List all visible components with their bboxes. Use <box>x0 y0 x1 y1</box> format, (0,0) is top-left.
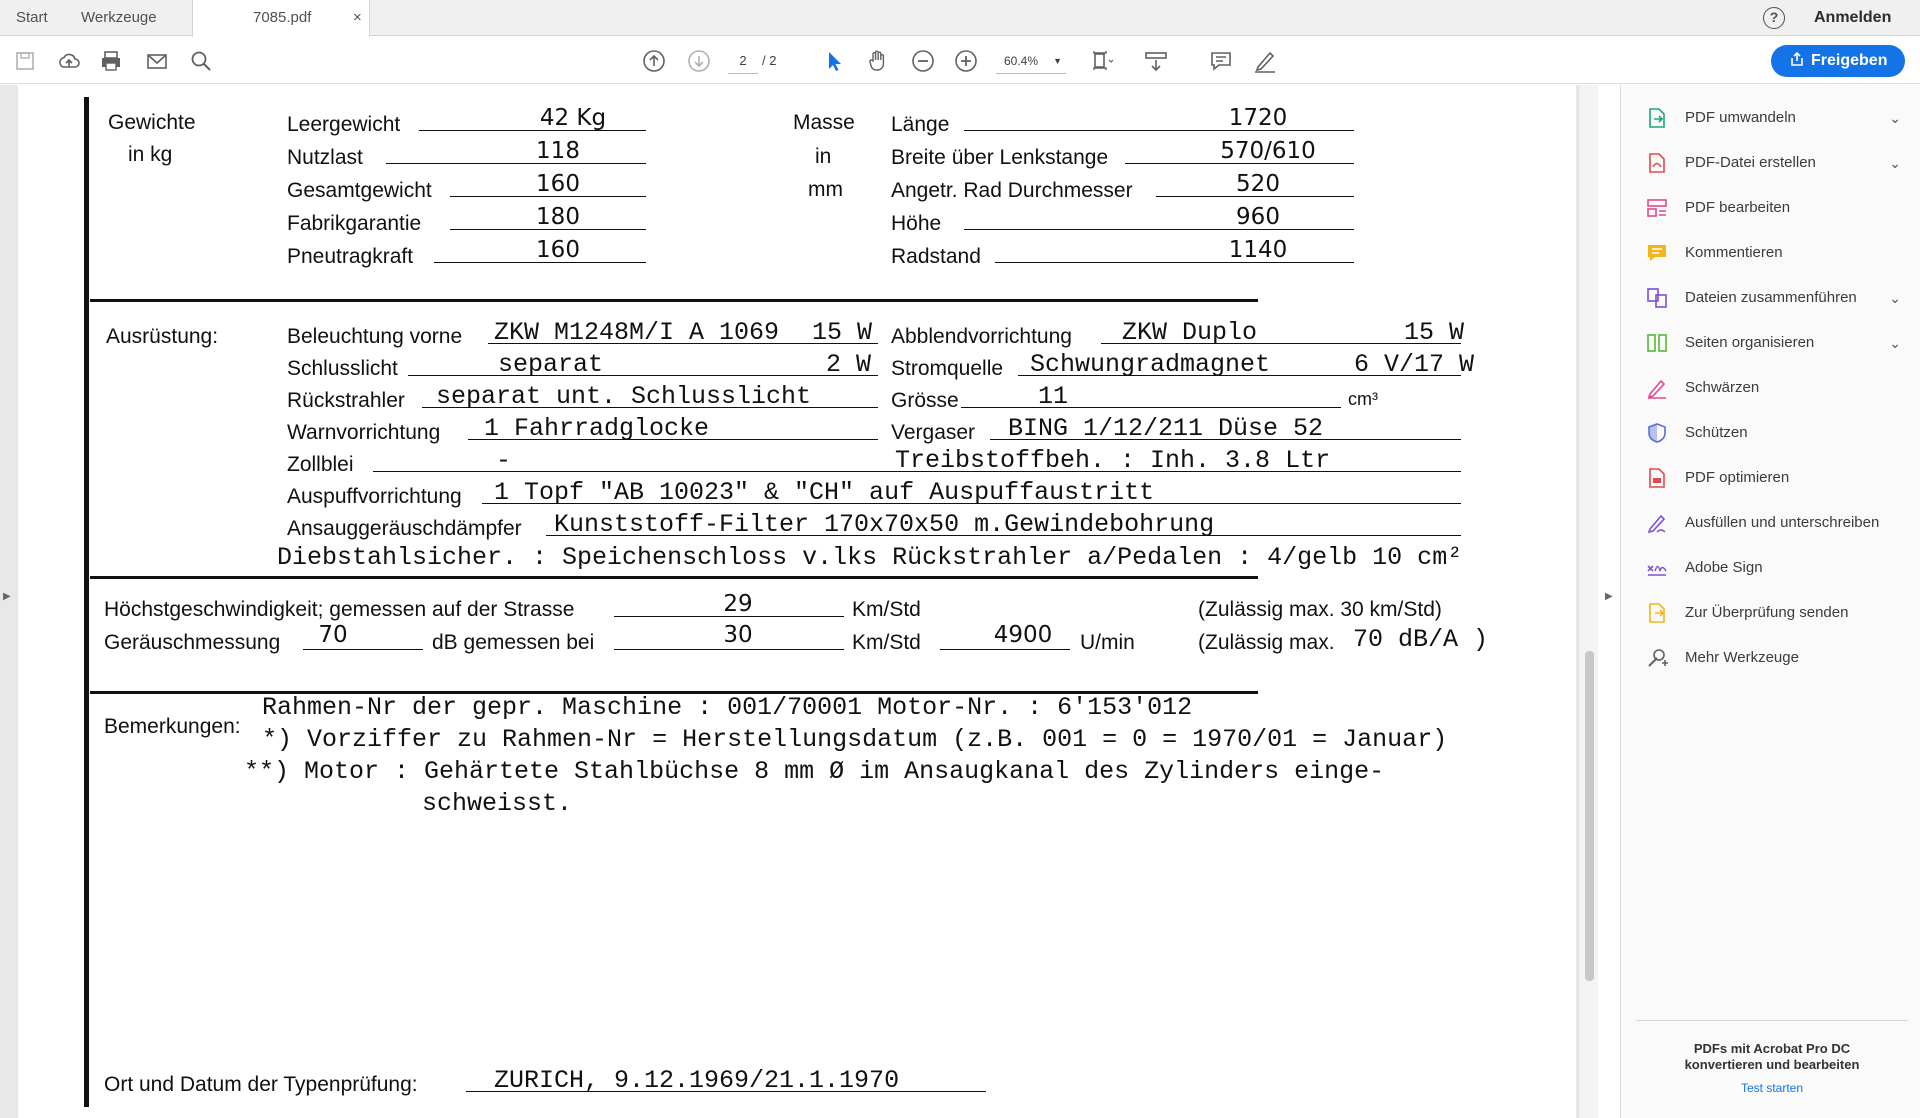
tool-ausfuellen-unterschreiben[interactable] <box>1645 508 1905 538</box>
scroll-mode-icon[interactable] <box>1143 48 1169 74</box>
auspuff-value: 1 Topf "AB 10023" & "CH" auf Auspuffaustritt <box>494 478 1155 507</box>
adobe-sign-icon <box>1645 556 1669 580</box>
trial-link[interactable]: Test starten <box>1740 1081 1804 1095</box>
umin-label: U/min <box>1080 631 1135 654</box>
promo-box <box>1636 1020 1908 1095</box>
kmstd-label-2: Km/Std <box>852 631 921 654</box>
pneutragkraft-label: Pneutragkraft <box>287 245 414 268</box>
comment-tool-icon <box>1645 241 1669 265</box>
stromquelle-watt: 6 V/17 W <box>1354 350 1475 379</box>
tab-document-label: 7085.pdf <box>253 9 312 26</box>
email-icon[interactable] <box>144 48 170 74</box>
tool-mehr-werkzeuge[interactable] <box>1645 643 1905 673</box>
tool-schuetzen[interactable] <box>1645 418 1905 448</box>
tool-pdf-umwandeln[interactable] <box>1645 103 1905 133</box>
ausruestung-label: Ausrüstung: <box>106 325 219 348</box>
ort-datum-value: ZURICH, 9.12.1969/21.1.1970 <box>494 1066 900 1095</box>
schlusslicht-value: separat <box>498 350 604 379</box>
zoom-level-value: 60.4% <box>1004 54 1039 68</box>
comment-icon[interactable] <box>1208 48 1234 74</box>
save-icon[interactable] <box>12 48 38 74</box>
schlusslicht-label: Schlusslicht <box>287 357 398 380</box>
diebstahl-line: Diebstahlsicher. : Speichenschloss v.lks Rückstrahler a/Pedalen : 4/gelb 10 cm² <box>277 543 1463 572</box>
tool-label: PDF bearbeiten <box>1685 199 1791 216</box>
zollblei-label: Zollblei <box>287 453 354 476</box>
hoehe-value: 960 <box>1236 204 1280 230</box>
more-tools-icon <box>1645 646 1669 670</box>
upload-cloud-icon[interactable] <box>56 48 82 74</box>
hoechst-value: 29 <box>723 591 753 617</box>
tool-dateien-zusammenfuehren[interactable] <box>1645 283 1905 313</box>
chevron-down-icon: ▼ <box>1053 56 1062 66</box>
edit-pdf-icon <box>1645 196 1669 220</box>
hoehe-label: Höhe <box>891 212 942 235</box>
select-arrow-icon[interactable] <box>821 48 847 74</box>
chevron-down-icon[interactable]: ⌄ <box>1889 155 1901 171</box>
tool-label: PDF-Datei erstellen <box>1685 154 1816 171</box>
chevron-down-icon[interactable]: ⌄ <box>1889 335 1901 351</box>
chevron-down-icon[interactable]: ⌄ <box>1889 290 1901 306</box>
masse-unit: mm <box>808 178 843 201</box>
zulaessig-db-value: 70 dB/A ) <box>1353 625 1489 654</box>
groesse-label: Grösse <box>891 389 959 412</box>
schlusslicht-watt: 2 W <box>826 350 872 379</box>
zulaessig-speed-note: (Zulässig max. 30 km/Std) <box>1198 598 1442 621</box>
treibstoff-value: Treibstoffbeh. : Inh. 3.8 Ltr <box>895 446 1331 475</box>
ansaug-label: Ansauggeräuschdämpfer <box>287 517 522 540</box>
export-pdf-icon <box>1645 106 1669 130</box>
geraeusch-label: Geräuschmessung <box>104 631 281 654</box>
page-total: / 2 <box>762 53 777 68</box>
underline <box>961 407 1341 408</box>
leergewicht-value: 42 Kg <box>539 105 607 131</box>
previous-page-icon[interactable] <box>641 48 667 74</box>
search-icon[interactable] <box>188 48 214 74</box>
masse-in-label: in <box>815 145 832 168</box>
hoechst-label: Höchstgeschwindigkeit; gemessen auf der Strasse <box>104 598 575 621</box>
tool-kommentieren[interactable] <box>1645 238 1905 268</box>
tool-schwaerzen[interactable] <box>1645 373 1905 403</box>
breite-label: Breite über Lenkstange <box>891 146 1109 169</box>
rad-durchmesser-value: 520 <box>1236 171 1280 197</box>
umin-value: 4900 <box>993 622 1053 648</box>
combine-files-icon <box>1645 286 1669 310</box>
tool-seiten-organisieren[interactable] <box>1645 328 1905 358</box>
scrollbar-thumb[interactable] <box>1585 651 1594 981</box>
zoom-out-icon[interactable] <box>910 48 936 74</box>
rueckstrahler-label: Rückstrahler <box>287 389 405 412</box>
ansaug-value: Kunststoff-Filter 170x70x50 m.Gewindebohrung <box>554 510 1215 539</box>
abblend-watt: 15 W <box>1404 318 1465 347</box>
groesse-value: 11 <box>1038 382 1069 411</box>
divider-line <box>90 299 1258 302</box>
geraeusch-value: 70 <box>318 622 348 648</box>
zollblei-value: - <box>496 446 512 475</box>
promo-text <box>1636 1041 1908 1073</box>
rad-durchmesser-label: Angetr. Rad Durchmesser <box>891 179 1133 202</box>
promo-line-1: PDFs mit Acrobat Pro DC <box>1693 1041 1851 1056</box>
optimize-pdf-icon <box>1645 466 1669 490</box>
pneutragkraft-value: 160 <box>536 237 580 263</box>
tool-label: Schützen <box>1685 424 1748 441</box>
weights-label: Gewichte <box>108 111 196 134</box>
masse-label: Masse <box>793 111 855 134</box>
laenge-value: 1720 <box>1228 105 1288 131</box>
tool-label: Schwärzen <box>1685 379 1760 396</box>
bemerkung-2: *) Vorziffer zu Rahmen-Nr = Herstellungsdatum (z.B. 001 = 0 = 1970/01 = Januar) <box>262 725 1448 754</box>
page-number-input[interactable]: 2 <box>728 48 758 74</box>
zoom-level-select[interactable] <box>996 48 1066 74</box>
rueckstrahler-value: separat unt. Schlusslicht <box>436 382 812 411</box>
collapse-right-pane-icon[interactable]: ▶ <box>1605 591 1613 602</box>
vergaser-label: Vergaser <box>891 421 976 444</box>
divider-line <box>90 576 1258 579</box>
tool-label: Dateien zusammenführen <box>1685 289 1857 306</box>
tool-label: Zur Überprüfung senden <box>1685 604 1849 621</box>
radstand-value: 1140 <box>1228 237 1288 263</box>
underline <box>408 375 878 376</box>
tool-label: Mehr Werkzeuge <box>1685 649 1799 666</box>
weights-unit: in kg <box>128 143 173 166</box>
bemerkung-1: Rahmen-Nr der gepr. Maschine : 001/70001 Motor-Nr. : 6'153'012 <box>262 693 1193 722</box>
radstand-label: Radstand <box>891 245 981 268</box>
next-page-icon[interactable] <box>686 48 712 74</box>
nutzlast-label: Nutzlast <box>287 146 363 169</box>
gesamtgewicht-label: Gesamtgewicht <box>287 179 432 202</box>
tool-pdf-optimieren[interactable] <box>1645 463 1905 493</box>
organize-pages-icon <box>1645 331 1669 355</box>
bemerkung-4: schweisst. <box>422 789 573 818</box>
nutzlast-value: 118 <box>536 138 580 164</box>
help-icon[interactable]: ? <box>1763 7 1785 29</box>
document-viewport[interactable] <box>0 85 1613 1118</box>
stromquelle-value: Schwungradmagnet <box>1030 350 1271 379</box>
print-icon[interactable] <box>98 48 124 74</box>
geraeusch-speed-value: 30 <box>723 622 753 648</box>
fabrikgarantie-label: Fabrikgarantie <box>287 212 422 235</box>
page-fit-icon[interactable] <box>1090 48 1116 74</box>
tab-start[interactable]: Start <box>16 9 48 26</box>
hand-tool-icon[interactable] <box>865 48 891 74</box>
db-bei-label: dB gemessen bei <box>432 631 595 654</box>
leergewicht-label: Leergewicht <box>287 113 401 136</box>
pdf-page <box>18 85 1576 1118</box>
breite-value: 570/610 <box>1220 138 1316 164</box>
close-tab-icon[interactable]: × <box>353 9 362 26</box>
tool-label: Ausfüllen und unterschreiben <box>1685 514 1880 531</box>
tab-document[interactable] <box>192 0 370 37</box>
tab-tools[interactable]: Werkzeuge <box>81 9 157 26</box>
beleuchtung-label: Beleuchtung vorne <box>287 325 463 348</box>
shield-icon <box>1645 421 1669 445</box>
tools-pane <box>1620 85 1920 1118</box>
tool-label: Seiten organisieren <box>1685 334 1815 351</box>
bemerkungen-label: Bemerkungen: <box>104 715 241 738</box>
warnvorrichtung-label: Warnvorrichtung <box>287 421 441 444</box>
share-button[interactable] <box>1771 45 1905 77</box>
beleuchtung-value: ZKW M1248M/I A 1069 <box>494 318 780 347</box>
stromquelle-label: Stromquelle <box>891 357 1004 380</box>
fill-sign-icon <box>1645 511 1669 535</box>
vergaser-value: BING 1/12/211 Düse 52 <box>1008 414 1324 443</box>
bemerkung-3: **) Motor : Gehärtete Stahlbüchse 8 mm Ø im Ansaugkanal des Zylinders einge- <box>244 757 1385 786</box>
underline <box>614 649 844 650</box>
send-review-icon <box>1645 601 1669 625</box>
warnvorrichtung-value: 1 Fahrradglocke <box>484 414 710 443</box>
share-icon <box>1789 47 1805 63</box>
toolbar <box>0 37 1920 84</box>
abblend-value: ZKW Duplo <box>1122 318 1258 347</box>
ort-datum-label: Ort und Datum der Typenprüfung: <box>104 1073 418 1096</box>
tool-label: PDF optimieren <box>1685 469 1790 486</box>
share-button-label: Freigeben <box>1811 52 1888 69</box>
abblend-label: Abblendvorrichtung <box>891 325 1072 348</box>
tool-adobe-sign[interactable] <box>1645 553 1905 583</box>
tool-label: Adobe Sign <box>1685 559 1763 576</box>
promo-line-2: konvertieren und bearbeiten <box>1684 1057 1860 1072</box>
tool-zur-ueberpruefung-senden[interactable] <box>1645 598 1905 628</box>
beleuchtung-watt: 15 W <box>812 318 873 347</box>
collapse-left-pane-icon[interactable]: ▶ <box>3 591 11 602</box>
underline <box>303 649 423 650</box>
chevron-down-icon[interactable]: ⌄ <box>1889 110 1901 126</box>
underline <box>940 649 1070 650</box>
laenge-label: Länge <box>891 113 950 136</box>
gesamtgewicht-value: 160 <box>536 171 580 197</box>
draw-pen-icon[interactable] <box>1252 48 1278 74</box>
tool-pdf-erstellen[interactable] <box>1645 148 1905 178</box>
fabrikgarantie-value: 180 <box>536 204 580 230</box>
zoom-in-icon[interactable] <box>953 48 979 74</box>
groesse-unit: cm³ <box>1348 389 1378 409</box>
zulaessig-db-note: (Zulässig max. <box>1198 631 1335 654</box>
signin-link[interactable]: Anmelden <box>1814 9 1892 26</box>
kmstd-label: Km/Std <box>852 598 921 621</box>
page-border-left <box>84 97 89 1107</box>
auspuff-label: Auspuffvorrichtung <box>287 485 462 508</box>
tab-bar <box>0 0 1920 36</box>
create-pdf-icon <box>1645 151 1669 175</box>
tool-label: PDF umwandeln <box>1685 109 1796 126</box>
tool-label: Kommentieren <box>1685 244 1783 261</box>
tool-pdf-bearbeiten[interactable] <box>1645 193 1905 223</box>
redact-icon <box>1645 376 1669 400</box>
